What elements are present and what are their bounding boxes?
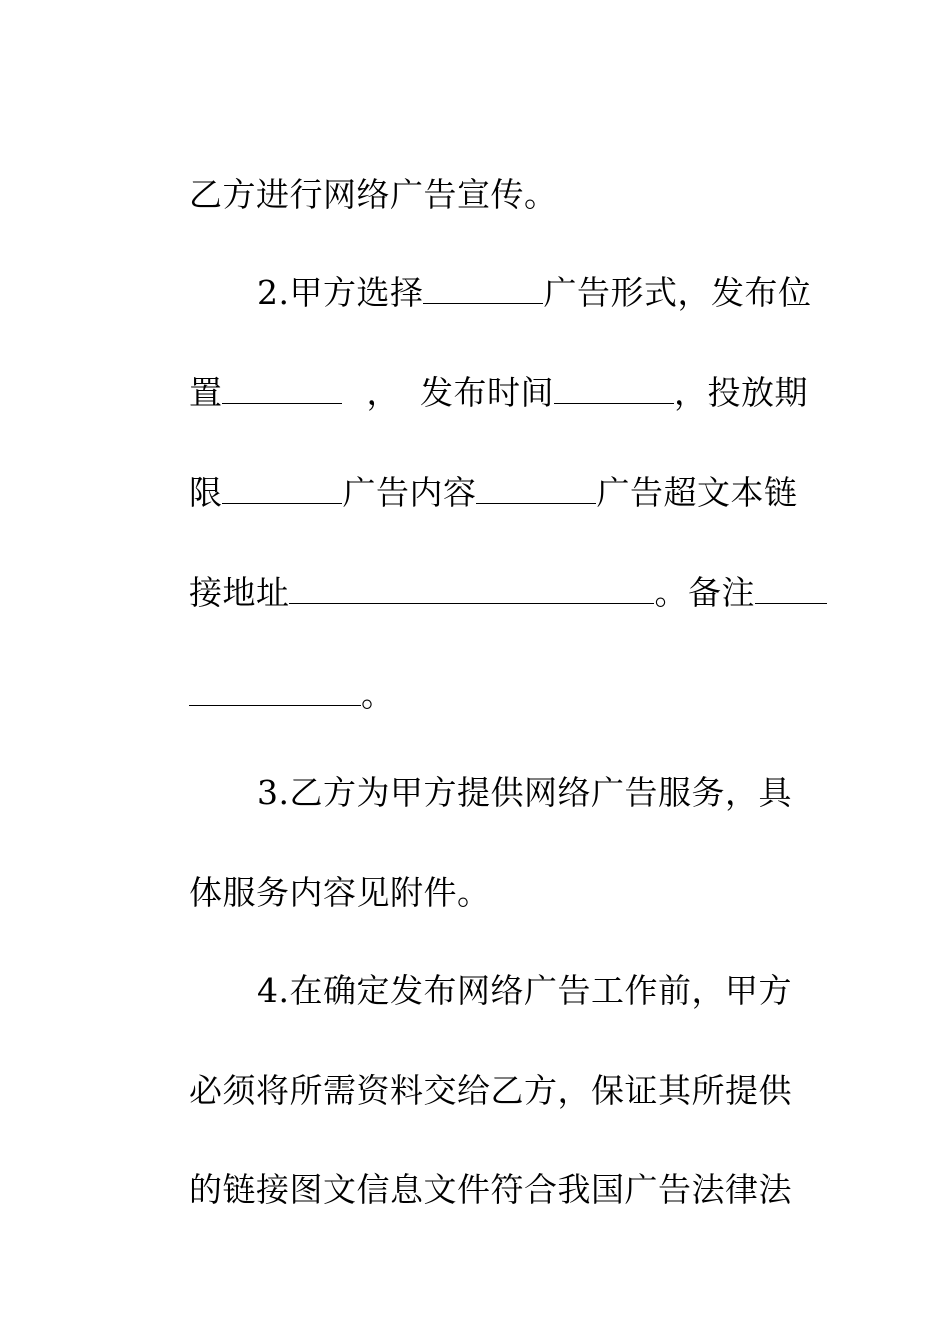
text: 体服务内容见附件。: [188, 873, 491, 912]
text-line: [145, 1130, 792, 1209]
blank-field[interactable]: [554, 373, 674, 404]
text-line: [213, 233, 812, 312]
text: 乙方进行网络广告宣传。: [188, 175, 558, 214]
blank-field[interactable]: [222, 473, 342, 504]
text: 接地址: [188, 573, 290, 612]
blank-field[interactable]: [289, 573, 654, 604]
text-line: [145, 533, 827, 612]
text: ，投放期: [673, 373, 808, 412]
text: ，: [366, 373, 400, 412]
text-line: [145, 135, 558, 214]
blank-field[interactable]: [755, 573, 827, 604]
text: 广告超文本链: [596, 473, 798, 512]
text-line: [213, 931, 792, 1010]
text: 3.乙方为甲方提供网络广告服务，具: [256, 773, 792, 812]
text: 必须将所需资料交给乙方，保证其所提供: [188, 1071, 792, 1110]
blank-field[interactable]: [222, 373, 342, 404]
text: 广告内容: [342, 473, 477, 512]
text: 广告形式，发布位: [543, 273, 812, 312]
text-line: [145, 635, 395, 714]
text-line: [145, 833, 491, 912]
text: 4.在确定发布网络广告工作前，甲方: [256, 971, 792, 1010]
text-line: [145, 333, 808, 412]
text-line: [145, 433, 798, 512]
text: 2.甲方选择: [256, 273, 424, 312]
text-line: [145, 1031, 792, 1110]
blank-field[interactable]: [189, 675, 361, 706]
blank-field[interactable]: [423, 273, 543, 304]
blank-field[interactable]: [476, 473, 596, 504]
text-line: [213, 733, 792, 812]
text: 发布时间: [419, 373, 554, 412]
text: 。: [360, 675, 395, 714]
text: 的链接图文信息文件符合我国广告法律法: [188, 1170, 792, 1209]
text: 限: [188, 473, 223, 512]
text: 置: [188, 373, 223, 412]
text: 。备注: [654, 573, 755, 612]
